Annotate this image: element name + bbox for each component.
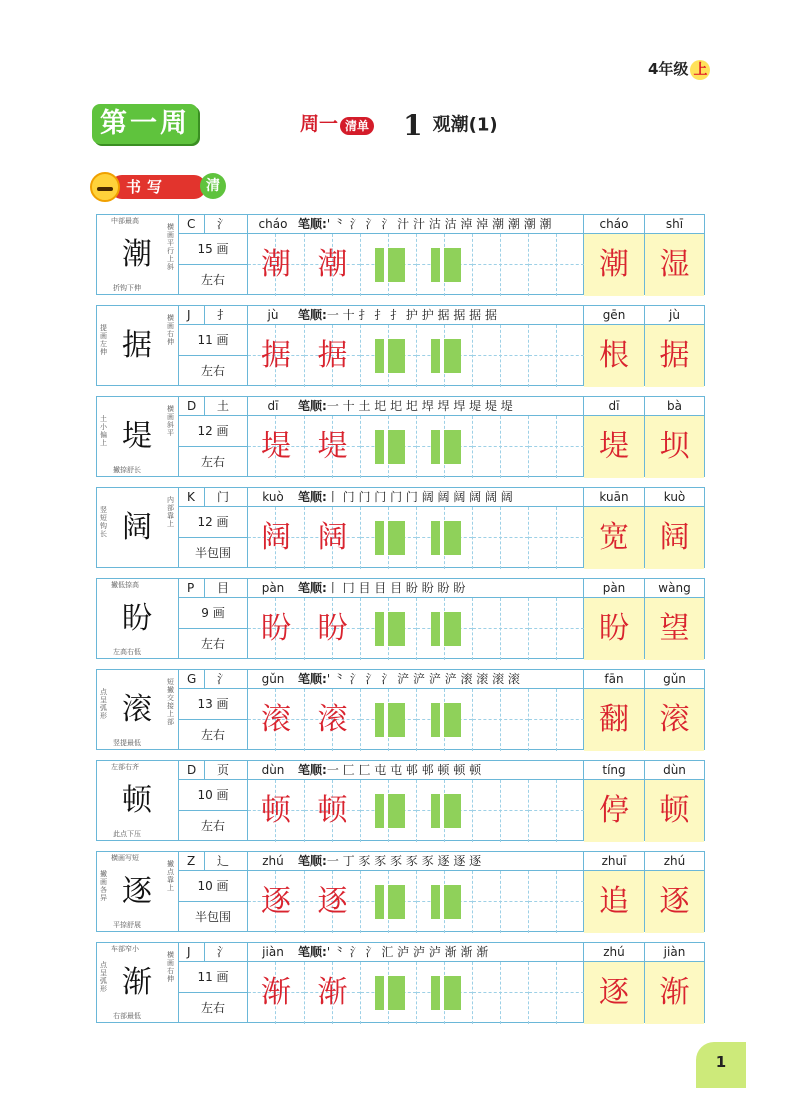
- char-pinyin: pàn: [261, 581, 285, 595]
- practice-char: 盼: [261, 611, 291, 646]
- word-pinyin: gēn: [584, 306, 644, 325]
- practice-char: 顿: [317, 793, 348, 828]
- word-column: [644, 670, 704, 749]
- word-pinyin: zhú: [645, 852, 704, 871]
- radical: 氵: [217, 217, 230, 231]
- writing-grid[interactable]: [472, 416, 528, 478]
- info-cell: [179, 215, 248, 294]
- writing-grid[interactable]: [528, 780, 584, 842]
- grade-label: 4年级 上: [648, 58, 710, 80]
- writing-grid[interactable]: [528, 871, 584, 933]
- writing-grid[interactable]: [248, 962, 304, 1024]
- word-char: 停: [584, 780, 644, 842]
- stroke-tracer-icon: [431, 976, 461, 1010]
- char-row: [96, 578, 705, 659]
- structure: 左右: [200, 455, 225, 469]
- word-pinyin: zhú: [584, 943, 644, 962]
- writing-grid[interactable]: [528, 598, 584, 660]
- writing-grid[interactable]: [360, 416, 416, 478]
- info-cell: [179, 306, 248, 385]
- model-char: 滚: [122, 692, 152, 727]
- lesson-number: 1: [403, 108, 423, 142]
- char-pinyin: cháo: [258, 217, 288, 231]
- word-char: 逐: [645, 871, 704, 933]
- index-letter: G: [187, 672, 197, 686]
- guide-note-left: 点呈弧形: [100, 961, 107, 993]
- stroke-tracer-icon: [431, 885, 461, 919]
- stroke-count: 13 画: [179, 689, 247, 720]
- stroke-label: 笔顺:: [298, 945, 327, 959]
- radical: 页: [217, 763, 230, 777]
- writing-grid[interactable]: [360, 689, 416, 751]
- word-column: [644, 306, 704, 385]
- word-char: 追: [584, 871, 644, 933]
- practice-char: 堤: [317, 429, 348, 464]
- writing-grid[interactable]: [472, 780, 528, 842]
- index-letter: J: [187, 945, 191, 959]
- writing-grid[interactable]: [528, 325, 584, 387]
- writing-grid[interactable]: [248, 234, 304, 296]
- writing-grid[interactable]: [248, 325, 304, 387]
- stroke-order: 丨 冂 目 目 目 盼 盼 盼 盼: [326, 581, 466, 595]
- stroke-tracer-icon: [431, 703, 461, 737]
- word-pinyin: tíng: [584, 761, 644, 780]
- stroke-count: 15 画: [179, 234, 247, 265]
- char-row: [96, 669, 705, 750]
- guide-note-left: 提画左伸: [100, 324, 107, 356]
- practice-cell: [248, 215, 584, 294]
- structure: 半包围: [194, 910, 231, 924]
- word-column: [584, 488, 644, 567]
- writing-grid[interactable]: [360, 962, 416, 1024]
- char-row: [96, 214, 705, 295]
- writing-grid[interactable]: [472, 689, 528, 751]
- practice-char: 逐: [317, 884, 348, 919]
- word-column: [584, 215, 644, 294]
- writing-grid[interactable]: [528, 507, 584, 569]
- practice-cell: [248, 306, 584, 385]
- model-char: 顿: [122, 783, 152, 818]
- char-row: [96, 760, 705, 841]
- guide-note-bottom: 左高右低: [113, 648, 141, 656]
- guide-cell: [97, 488, 179, 567]
- guide-note-top: 左部右齐: [111, 763, 139, 771]
- structure: 左右: [200, 273, 225, 287]
- model-char: 堤: [122, 419, 152, 454]
- word-cell: [584, 397, 704, 476]
- writing-grid[interactable]: [528, 234, 584, 296]
- writing-grid[interactable]: [304, 780, 360, 842]
- writing-grid[interactable]: [248, 598, 304, 660]
- stroke-tracer-icon: [375, 612, 405, 646]
- writing-grid[interactable]: [360, 234, 416, 296]
- practice-cell: [248, 670, 584, 749]
- guide-note-bottom: 此点下压: [113, 830, 141, 838]
- practice-cell: [248, 761, 584, 840]
- word-pinyin: cháo: [584, 215, 644, 234]
- stroke-label: 笔顺:: [298, 581, 327, 595]
- writing-grid[interactable]: [304, 416, 360, 478]
- index-letter: D: [187, 399, 197, 413]
- word-pinyin: dùn: [645, 761, 704, 780]
- word-cell: [584, 761, 704, 840]
- practice-char: 据: [317, 338, 348, 373]
- guide-cell: [97, 306, 179, 385]
- writing-grid[interactable]: [416, 780, 472, 842]
- stroke-order: 一 十 扌 扌 扌 护 护 据 据 据 据: [326, 308, 497, 322]
- structure: 左右: [200, 728, 225, 742]
- writing-grid[interactable]: [304, 598, 360, 660]
- guide-note-right: 撇点靠上: [167, 860, 174, 892]
- char-pinyin: jù: [267, 308, 279, 322]
- section-tag: 清: [200, 173, 226, 199]
- writing-grid[interactable]: [304, 962, 360, 1024]
- structure: 左右: [200, 1001, 225, 1015]
- stroke-tracer-icon: [431, 248, 461, 282]
- stroke-tracer-icon: [375, 521, 405, 555]
- stroke-label: 笔顺:: [298, 854, 327, 868]
- lesson-name: 观潮(1): [432, 114, 498, 136]
- practice-cell: [248, 397, 584, 476]
- info-cell: [179, 670, 248, 749]
- word-char: 望: [645, 598, 704, 660]
- stroke-order: 一 十 土 圯 圯 圯 垾 垾 垾 堤 堤 堤: [326, 399, 513, 413]
- char-pinyin: jiàn: [262, 945, 284, 959]
- stroke-count: 12 画: [179, 507, 247, 538]
- char-pinyin: gǔn: [261, 672, 285, 686]
- writing-grid[interactable]: [416, 325, 472, 387]
- writing-grid[interactable]: [360, 507, 416, 569]
- guide-note-right: 横画平行上斜: [167, 223, 174, 271]
- writing-grid[interactable]: [472, 962, 528, 1024]
- word-char: 据: [645, 325, 704, 387]
- word-pinyin: jiàn: [645, 943, 704, 962]
- word-char: 宽: [584, 507, 644, 569]
- stroke-label: 笔顺:: [298, 672, 327, 686]
- stroke-count: 11 画: [179, 325, 247, 356]
- writing-grid[interactable]: [416, 689, 472, 751]
- stroke-count: 10 画: [179, 871, 247, 902]
- stroke-label: 笔顺:: [298, 763, 327, 777]
- guide-cell: [97, 579, 179, 658]
- word-pinyin: bà: [645, 397, 704, 416]
- stroke-tracer-icon: [431, 430, 461, 464]
- word-char: 渐: [645, 962, 704, 1024]
- practice-cell: [248, 852, 584, 931]
- radical: 土: [217, 399, 230, 413]
- guide-note-left: 撇画各异: [100, 870, 107, 902]
- word-column: [644, 761, 704, 840]
- guide-cell: [97, 670, 179, 749]
- guide-note-bottom: 折钩下伸: [113, 284, 141, 292]
- practice-char: 阔: [261, 520, 291, 555]
- writing-grid[interactable]: [248, 507, 304, 569]
- guide-cell: [97, 761, 179, 840]
- practice-char: 渐: [261, 975, 291, 1010]
- lesson-title: [300, 104, 498, 144]
- char-row: [96, 487, 705, 568]
- word-char: 阔: [645, 507, 704, 569]
- stroke-tracer-icon: [431, 521, 461, 555]
- guide-note-top: 撇低捺高: [111, 581, 139, 589]
- word-column: [584, 397, 644, 476]
- word-column: [584, 670, 644, 749]
- guide-note-bottom: 竖提最低: [113, 739, 141, 747]
- word-column: [644, 579, 704, 658]
- model-char: 据: [122, 328, 152, 363]
- guide-cell: [97, 852, 179, 931]
- writing-grid[interactable]: [528, 416, 584, 478]
- stroke-label: 笔顺:: [298, 490, 327, 504]
- guide-note-bottom: 平捺舒展: [113, 921, 141, 929]
- info-cell: [179, 943, 248, 1022]
- stroke-label: 笔顺:: [298, 217, 327, 231]
- guide-note-top: 中部最高: [111, 217, 139, 225]
- practice-char: 阔: [317, 520, 348, 555]
- writing-grid[interactable]: [248, 871, 304, 933]
- stroke-label: 笔顺:: [298, 308, 327, 322]
- char-pinyin: kuò: [262, 490, 284, 504]
- guide-note-right: 短撇交接上部: [167, 678, 174, 726]
- guide-note-left: 土小偏上: [100, 415, 107, 447]
- word-char: 翻: [584, 689, 644, 751]
- index-letter: C: [187, 217, 196, 231]
- guide-cell: [97, 215, 179, 294]
- practice-char: 逐: [261, 884, 291, 919]
- guide-note-right: 横画右伸: [167, 951, 174, 983]
- stroke-tracer-icon: [431, 339, 461, 373]
- word-pinyin: kuò: [645, 488, 704, 507]
- structure: 左右: [200, 364, 225, 378]
- practice-char: 渐: [317, 975, 348, 1010]
- writing-grid[interactable]: [360, 871, 416, 933]
- guide-note-right: 内部靠上: [167, 496, 174, 528]
- writing-grid[interactable]: [416, 871, 472, 933]
- word-pinyin: shī: [645, 215, 704, 234]
- stroke-label: 笔顺:: [298, 399, 327, 413]
- writing-grid[interactable]: [360, 780, 416, 842]
- word-column: [584, 852, 644, 931]
- writing-grid[interactable]: [472, 507, 528, 569]
- char-row: [96, 305, 705, 386]
- radical: 氵: [217, 945, 230, 959]
- model-char: 阔: [122, 510, 152, 545]
- word-cell: [584, 306, 704, 385]
- writing-grid[interactable]: [360, 325, 416, 387]
- section-label: 书写: [110, 175, 206, 199]
- char-row: [96, 396, 705, 477]
- word-char: 潮: [584, 234, 644, 296]
- writing-grid[interactable]: [472, 234, 528, 296]
- day-label: 周一: [300, 113, 339, 135]
- word-pinyin: zhuī: [584, 852, 644, 871]
- stroke-order: 丨 门 门 门 门 门 阔 阔 阔 阔 阔 阔: [326, 490, 513, 504]
- guide-note-top: 车部窄小: [111, 945, 139, 953]
- index-letter: K: [187, 490, 195, 504]
- guide-cell: [97, 943, 179, 1022]
- writing-grid[interactable]: [472, 871, 528, 933]
- word-char: 坝: [645, 416, 704, 478]
- word-column: [584, 761, 644, 840]
- stroke-tracer-icon: [375, 703, 405, 737]
- index-letter: Z: [187, 854, 196, 868]
- word-pinyin: wàng: [645, 579, 704, 598]
- writing-grid[interactable]: [472, 598, 528, 660]
- stroke-order: 一 丁 豕 豕 豕 豕 豕 逐 逐 逐: [326, 854, 482, 868]
- word-char: 根: [584, 325, 644, 387]
- radical: 门: [217, 490, 230, 504]
- word-char: 逐: [584, 962, 644, 1024]
- word-char: 滚: [645, 689, 704, 751]
- word-pinyin: jù: [645, 306, 704, 325]
- stroke-order: ' ⺀ 氵 氵 汇 泸 泸 泸 渐 渐 渐: [326, 945, 489, 959]
- word-column: [584, 579, 644, 658]
- radical: 目: [217, 581, 230, 595]
- info-cell: [179, 397, 248, 476]
- writing-grid[interactable]: [304, 689, 360, 751]
- practice-char: 滚: [317, 702, 348, 737]
- word-pinyin: kuān: [584, 488, 644, 507]
- writing-grid[interactable]: [528, 962, 584, 1024]
- qingdan-tag: 清单: [340, 117, 374, 135]
- writing-grid[interactable]: [528, 689, 584, 751]
- practice-cell: [248, 488, 584, 567]
- writing-grid[interactable]: [248, 689, 304, 751]
- writing-grid[interactable]: [416, 416, 472, 478]
- stroke-count: 12 画: [179, 416, 247, 447]
- word-column: [644, 943, 704, 1022]
- info-cell: [179, 488, 248, 567]
- stroke-tracer-icon: [375, 794, 405, 828]
- page-number: 1: [696, 1042, 746, 1088]
- info-cell: [179, 579, 248, 658]
- char-row: [96, 851, 705, 932]
- word-column: [644, 852, 704, 931]
- word-char: 顿: [645, 780, 704, 842]
- word-pinyin: fān: [584, 670, 644, 689]
- stroke-count: 10 画: [179, 780, 247, 811]
- stroke-count: 9 画: [179, 598, 247, 629]
- word-char: 盼: [584, 598, 644, 660]
- model-char: 逐: [122, 874, 152, 909]
- writing-grid[interactable]: [304, 871, 360, 933]
- word-char: 堤: [584, 416, 644, 478]
- word-column: [644, 215, 704, 294]
- writing-grid[interactable]: [248, 780, 304, 842]
- word-pinyin: pàn: [584, 579, 644, 598]
- writing-grid[interactable]: [416, 507, 472, 569]
- structure: 左右: [200, 819, 225, 833]
- word-column: [584, 306, 644, 385]
- practice-char: 滚: [261, 702, 291, 737]
- writing-grid[interactable]: [304, 507, 360, 569]
- guide-note-right: 横画右伸: [167, 314, 174, 346]
- guide-note-left: 竖短钩长: [100, 506, 107, 538]
- stroke-tracer-icon: [375, 248, 405, 282]
- practice-char: 盼: [317, 611, 348, 646]
- practice-cell: [248, 579, 584, 658]
- writing-grid[interactable]: [304, 234, 360, 296]
- writing-grid[interactable]: [472, 325, 528, 387]
- stroke-tracer-icon: [375, 885, 405, 919]
- model-char: 渐: [122, 965, 152, 1000]
- writing-grid[interactable]: [416, 234, 472, 296]
- stroke-count: 11 画: [179, 962, 247, 993]
- char-row: [96, 942, 705, 1023]
- radical: 氵: [217, 672, 230, 686]
- term-badge: 上: [690, 60, 710, 80]
- guide-note-bottom: 右部最低: [113, 1012, 141, 1020]
- model-char: 潮: [122, 237, 152, 272]
- char-pinyin: dī: [267, 399, 279, 413]
- info-cell: [179, 852, 248, 931]
- structure: 左右: [200, 637, 225, 651]
- guide-note-top: 横画写短: [111, 854, 139, 862]
- stroke-order: ' ⺀ 氵 氵 氵 浐 浐 浐 浐 滚 滚 滚 滚: [326, 672, 520, 686]
- radical: 扌: [217, 308, 230, 322]
- stroke-tracer-icon: [375, 976, 405, 1010]
- word-column: [644, 488, 704, 567]
- guide-note-left: 点呈弧形: [100, 688, 107, 720]
- writing-grid[interactable]: [304, 325, 360, 387]
- word-char: 湿: [645, 234, 704, 296]
- stroke-tracer-icon: [431, 794, 461, 828]
- structure: 半包围: [194, 546, 231, 560]
- word-column: [584, 943, 644, 1022]
- word-cell: [584, 579, 704, 658]
- writing-grid[interactable]: [416, 598, 472, 660]
- writing-grid[interactable]: [360, 598, 416, 660]
- word-column: [644, 397, 704, 476]
- word-cell: [584, 670, 704, 749]
- guide-note-bottom: 撇捺舒长: [113, 466, 141, 474]
- practice-cell: [248, 943, 584, 1022]
- bee-icon: [90, 172, 120, 202]
- guide-cell: [97, 397, 179, 476]
- writing-grid[interactable]: [416, 962, 472, 1024]
- practice-char: 据: [261, 338, 291, 373]
- stroke-tracer-icon: [375, 430, 405, 464]
- word-cell: [584, 943, 704, 1022]
- word-cell: [584, 852, 704, 931]
- stroke-order: 一 匚 匚 屯 屯 邨 邨 顿 顿 顿: [326, 763, 482, 777]
- char-pinyin: dùn: [261, 763, 285, 777]
- word-cell: [584, 488, 704, 567]
- practice-char: 顿: [261, 793, 291, 828]
- writing-grid[interactable]: [248, 416, 304, 478]
- practice-char: 堤: [261, 429, 291, 464]
- word-cell: [584, 215, 704, 294]
- stroke-tracer-icon: [431, 612, 461, 646]
- model-char: 盼: [122, 601, 152, 636]
- week-badge: 第一周: [92, 104, 198, 144]
- practice-char: 潮: [261, 247, 291, 282]
- word-pinyin: gǔn: [645, 670, 704, 689]
- index-letter: D: [187, 763, 197, 777]
- char-pinyin: zhú: [262, 854, 284, 868]
- info-cell: [179, 761, 248, 840]
- index-letter: J: [187, 308, 191, 322]
- guide-note-right: 横画斜平: [167, 405, 174, 437]
- word-pinyin: dī: [584, 397, 644, 416]
- practice-char: 潮: [317, 247, 348, 282]
- index-letter: P: [187, 581, 195, 595]
- stroke-tracer-icon: [375, 339, 405, 373]
- radical: 辶: [217, 854, 230, 868]
- stroke-order: ' ⺀ 氵 氵 氵 汁 汁 沽 沽 淖 淖 潮 潮 潮 潮: [326, 217, 552, 231]
